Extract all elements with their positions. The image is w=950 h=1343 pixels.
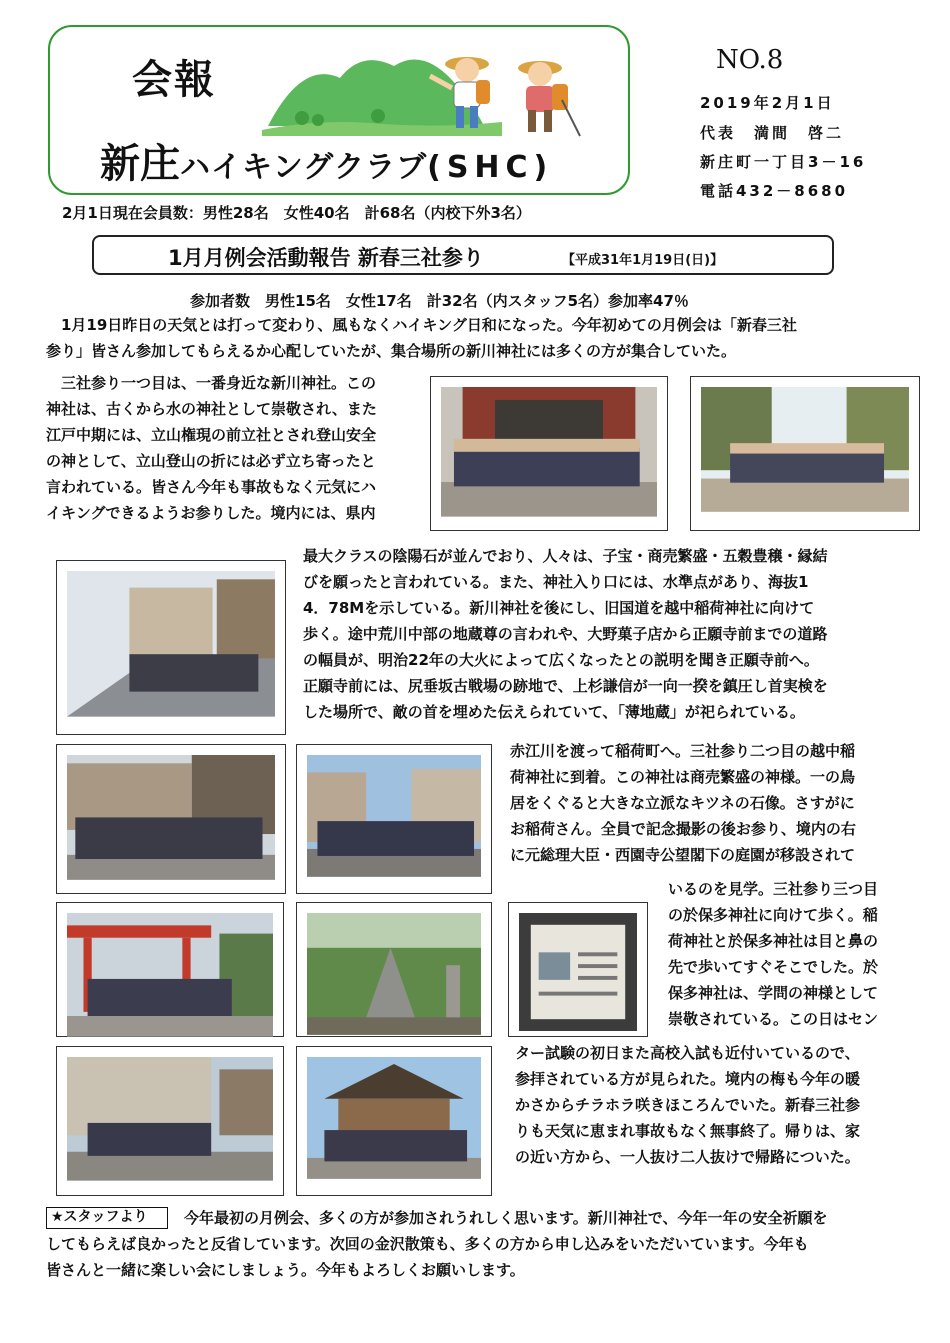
body-line: いるのを見学。三社参り三つ目 [668, 880, 879, 898]
photo-inari-shrine-group [56, 902, 284, 1037]
body-line: 荷神社に到着。この神社は商売繁盛の神様。一の鳥 [510, 768, 856, 786]
photo-oboda-shrine-group [296, 1046, 492, 1196]
body-line: 保多神社は、学問の神様として [668, 984, 879, 1002]
body-line: の神として、立山登山の折には必ず立ち寄ったと [46, 452, 376, 470]
staff-note-line: 皆さんと一緒に楽しい会にしましょう。今年もよろしくお願いします。 [46, 1261, 525, 1279]
body-line: 言われている。皆さん今年も事故もなく元気にハ [46, 478, 377, 496]
body-line: 居をくぐると大きな立派なキツネの石像。さすがに [510, 794, 855, 812]
body-line: の於保多神社に向けて歩く。稲 [668, 906, 878, 924]
photo-information-board [508, 902, 648, 1037]
body-line: 先で歩いてすぐそこでした。於 [668, 958, 879, 976]
photo-street-walk [56, 560, 286, 735]
body-line: 4．78Mを示している。新川神社を後にし、旧国道を越中稲荷神社に向けて [303, 599, 815, 617]
body-line: びを願ったと言われている。また、神社入り口には、水準点があり、海抜1 [303, 573, 809, 591]
body-line: 江戸中期には、立山権現の前立社とされ登山安全 [46, 426, 377, 444]
photo-shrine-yard [690, 376, 920, 531]
photo-riverside-walk [56, 1046, 284, 1196]
body-line: に元総理大臣・西園寺公望閣下の庭園が移設されて [510, 846, 856, 864]
newsletter-title: 会報 [132, 57, 216, 103]
staff-note-label: ★スタッフより [46, 1207, 168, 1229]
report-date: 【平成31年1月19日(日)】 [562, 253, 724, 268]
photo-crowd-street [296, 744, 492, 894]
address: 新庄町一丁目3－16 [700, 153, 867, 171]
photo-fox-statue-garden [296, 902, 492, 1037]
issue-number: NO.8 [716, 45, 784, 75]
participant-count: 参加者数 男性15名 女性17名 計32名（内スタッフ5名）参加率47％ [190, 292, 689, 310]
body-line: イキングできるようお参りした。境内には、県内 [46, 504, 376, 522]
body-line: の幅員が、明治22年の大火によって広くなったとの説明を聞き正願寺前へ。 [303, 651, 819, 669]
club-name-part-b: ハイキングクラブ [180, 150, 428, 185]
body-line: 参拝されている方が見られた。境内の梅も今年の暖 [515, 1070, 861, 1088]
photo-shinkawa-shrine-group [430, 376, 668, 531]
body-line: 歩く。途中荒川中部の地蔵尊の言われや、大野菓子店から正願寺前までの道路 [303, 625, 828, 643]
staff-note-line: してもらえば良かったと反省しています。次回の金沢散策も、多くの方から申し込みをいただいています。今年も [46, 1235, 809, 1253]
body-line: 最大クラスの陰陽石が並んでおり、人々は、子宝・商売繁盛・五穀豊穣・縁結 [303, 547, 828, 565]
staff-note-line: 今年最初の月例会、多くの方が参加されうれしく思います。新川神社で、今年一年の安全祈願を [184, 1209, 828, 1227]
body-line: 荷神社と於保多神社は目と鼻の [668, 932, 879, 950]
body-line: 正願寺前には、尻垂坂古戦場の跡地で、上杉謙信が一向一揆を鎮圧し首実検を [303, 677, 828, 695]
body-line: 1月19日昨日の天気とは打って変わり、風もなくハイキング日和になった。今年初めての月例会は「新春三社 [46, 316, 797, 334]
phone: 電話432－8680 [700, 182, 849, 200]
body-line: お稲荷さん。全員で記念撮影の後お参り、境内の右 [510, 820, 856, 838]
body-line: かさからチラホラ咲きほころんでいた。新春三社参 [515, 1096, 861, 1114]
issue-date: 2019年2月1日 [700, 94, 835, 112]
report-title: 1月月例会活動報告 新春三社参り [168, 246, 484, 270]
hiking-illustration [262, 40, 602, 140]
body-line: りも天気に恵まれ事故もなく無事終了。帰りは、家 [515, 1122, 861, 1140]
body-line: 三社参り一つ目は、一番身近な新川神社。この [46, 374, 377, 392]
body-line: の近い方から、一人抜け二人抜けで帰路についた。 [515, 1148, 860, 1166]
photo-street-group [56, 744, 286, 894]
club-name [100, 132, 553, 189]
body-line: した場所で、敵の首を埋めた伝えられていて、「薄地蔵」が祀られている。 [303, 703, 805, 721]
member-count: 2月1日現在会員数：男性28名 女性40名 計68名（内校下外3名） [62, 204, 531, 222]
club-name-part-a: 新庄 [100, 141, 180, 187]
club-name-part-c: (SHC) [427, 150, 554, 185]
body-line: 参り」皆さん参加してもらえるか心配していたが、集合場所の新川神社には多くの方が集合していた。 [46, 342, 737, 360]
representative: 代表 満間 啓二 [700, 124, 845, 142]
body-line: 赤江川を渡って稲荷町へ。三社参り二つ目の越中稲 [510, 742, 856, 760]
body-line: 神社は、古くから水の神社として崇敬され、また [46, 400, 377, 418]
body-line: 崇敬されている。この日はセン [668, 1010, 879, 1028]
body-line: ター試験の初日また高校入試も近付いているので、 [515, 1044, 860, 1062]
